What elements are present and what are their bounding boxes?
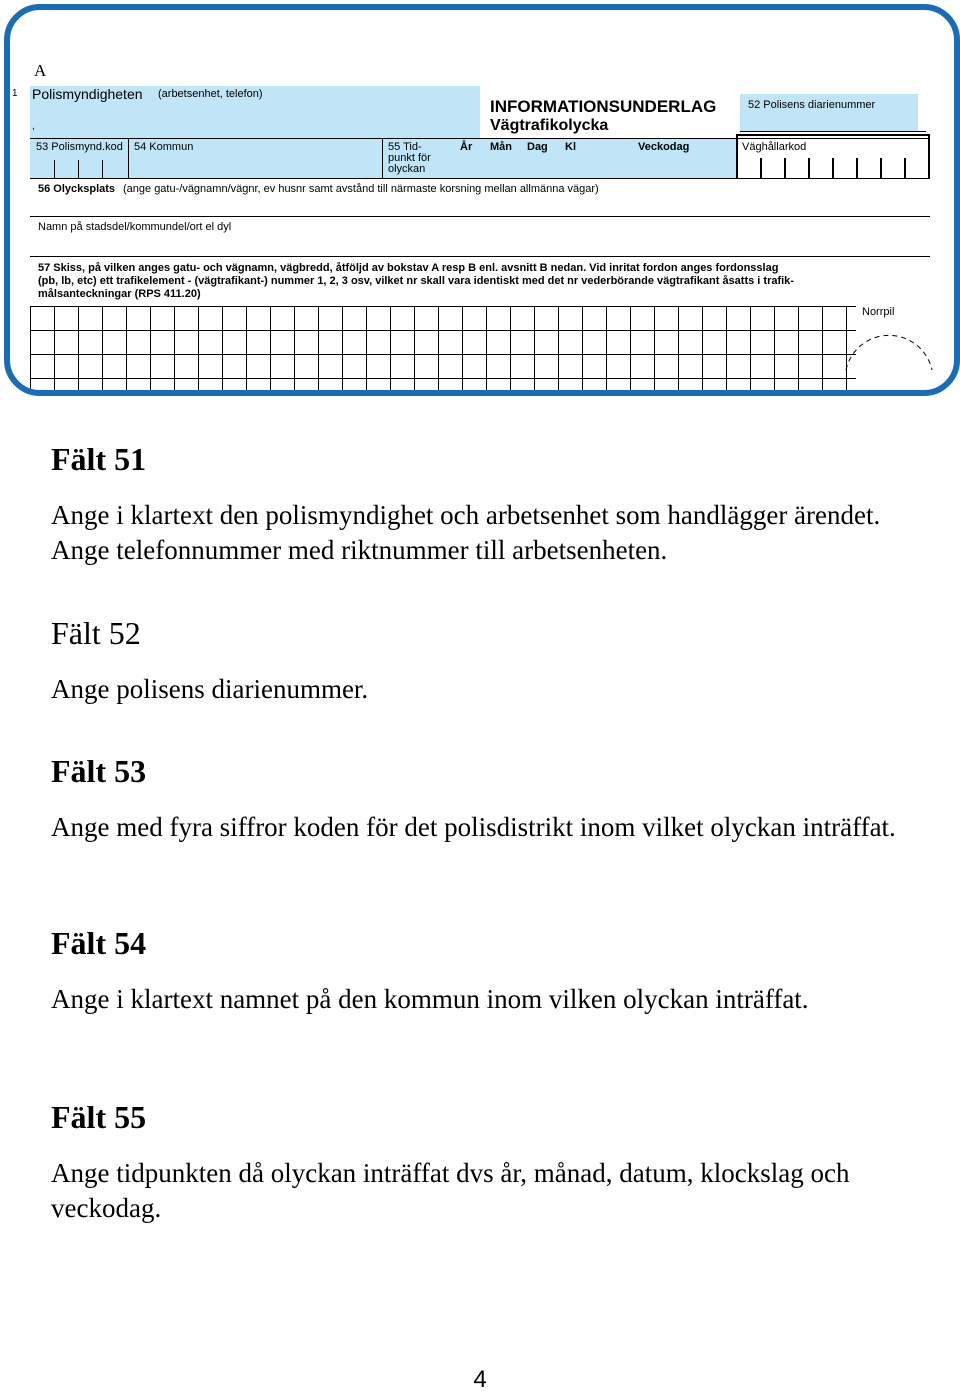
field-56-description: (ange gatu-/vägnamn/vägnr, ev husnr samt avstånd till närmaste korsning mellan allmänna vägar) — [123, 183, 599, 195]
section-heading: Fält 51 — [51, 441, 147, 477]
digit-tick — [904, 158, 906, 178]
field-55-label-2: punkt för — [388, 152, 431, 164]
field-57-line-3: målsanteckningar (RPS 411.20) — [38, 288, 201, 300]
road-owner-box-left — [736, 134, 738, 178]
field-57-line-1: 57 Skiss, på vilken anges gatu- och vägnamn, vägbredd, åtföljd av bokstav A resp B enl. avsnitt B nedan. Vid inritat fordon anges fordonsslag — [38, 262, 779, 274]
section-text: Ange tidpunkten då olyckan inträffat dvs år, månad, datum, klockslag och veckodag. — [51, 1158, 850, 1224]
section-heading: Fält 53 — [51, 753, 147, 789]
section-text: Ange polisens diarienummer. — [51, 674, 369, 705]
section-heading: Fält 52 — [51, 615, 141, 651]
field-56-label: 56 Olycksplats — [38, 183, 116, 195]
field-57-line-2: (pb, lb, etc) ett trafikelement - (vägtrafikant-) nummer 1, 2, 3 osv, vilket nr skall vara identiskt med det nr vederbörande vägtrafikant åsatts i trafik- — [38, 275, 794, 287]
section-field-54 — [51, 926, 921, 1017]
digit-tick — [856, 158, 858, 178]
form-rule-top — [30, 138, 930, 139]
col-time-label: Kl — [565, 141, 576, 153]
field-51-label: Polismyndigheten — [32, 86, 143, 102]
digit-tick — [784, 158, 786, 178]
place-name-label: Namn på stadsdel/kommundel/ort el dyl — [38, 221, 232, 233]
col-weekday-label: Veckodag — [638, 141, 690, 153]
north-arrow-label: Norrpil — [862, 306, 895, 318]
field-51-tick: , — [32, 121, 35, 132]
section-heading: Fält 55 — [51, 1099, 147, 1135]
page-number: 4 — [473, 1366, 487, 1393]
section-field-55 — [51, 1100, 921, 1226]
accident-report-form — [10, 10, 954, 390]
sketch-grid-line — [30, 378, 856, 379]
section-text: Ange med fyra siffror koden för det polisdistrikt inom vilket olyckan inträffat. — [51, 812, 896, 843]
road-owner-code-label: Väghållarkod — [742, 141, 807, 153]
form-rule-place — [30, 216, 930, 217]
codes-divider-1 — [128, 138, 129, 178]
north-arrow-circle — [828, 322, 948, 396]
field-55-label-1: 55 Tid- — [388, 141, 422, 153]
col-year-label: År — [460, 141, 473, 153]
sketch-grid-line — [30, 306, 856, 307]
field-51-sublabel: (arbetsenhet, telefon) — [158, 88, 263, 100]
section-field-53 — [51, 754, 921, 845]
corner-letter: A — [34, 61, 47, 80]
field-54-label: 54 Kommun — [134, 141, 194, 153]
section-field-52 — [51, 616, 921, 707]
field-53-label: 53 Polismynd.kod — [36, 141, 123, 153]
field-52-label: 52 Polisens diarienummer — [748, 99, 876, 111]
form-subtitle: Vägtrafikolycka — [490, 117, 609, 134]
form-rule-sketch — [30, 256, 930, 257]
sketch-grid-line — [30, 354, 856, 355]
road-owner-box-right — [928, 134, 930, 178]
field-55-label-3: olyckan — [388, 163, 426, 175]
codes-divider-2 — [382, 138, 383, 178]
digit-tick — [78, 160, 79, 178]
section-field-51 — [51, 442, 921, 568]
form-rule-codes — [30, 178, 930, 179]
digit-tick — [54, 160, 55, 178]
section-heading: Fält 54 — [51, 925, 147, 961]
digit-tick — [760, 158, 762, 178]
field-52-underline — [740, 131, 926, 132]
col-month-label: Mån — [490, 141, 512, 153]
digit-tick — [832, 158, 834, 178]
form-excerpt-frame — [4, 4, 960, 396]
road-owner-box-top — [736, 134, 930, 136]
col-day-label: Dag — [527, 141, 548, 153]
digit-tick — [808, 158, 810, 178]
row-number: 1 — [12, 88, 18, 99]
digit-tick — [880, 158, 882, 178]
section-text: Ange i klartext namnet på den kommun inom vilken olyckan inträffat. — [51, 984, 809, 1015]
digit-tick — [102, 160, 103, 178]
section-text: Ange i klartext den polismyndighet och arbetsenhet som handlägger ärendet. Ange telefonnummer med riktnummer till arbetsenheten. — [51, 500, 881, 566]
sketch-grid-line — [30, 330, 856, 331]
form-title: INFORMATIONSUNDERLAG — [490, 97, 717, 116]
